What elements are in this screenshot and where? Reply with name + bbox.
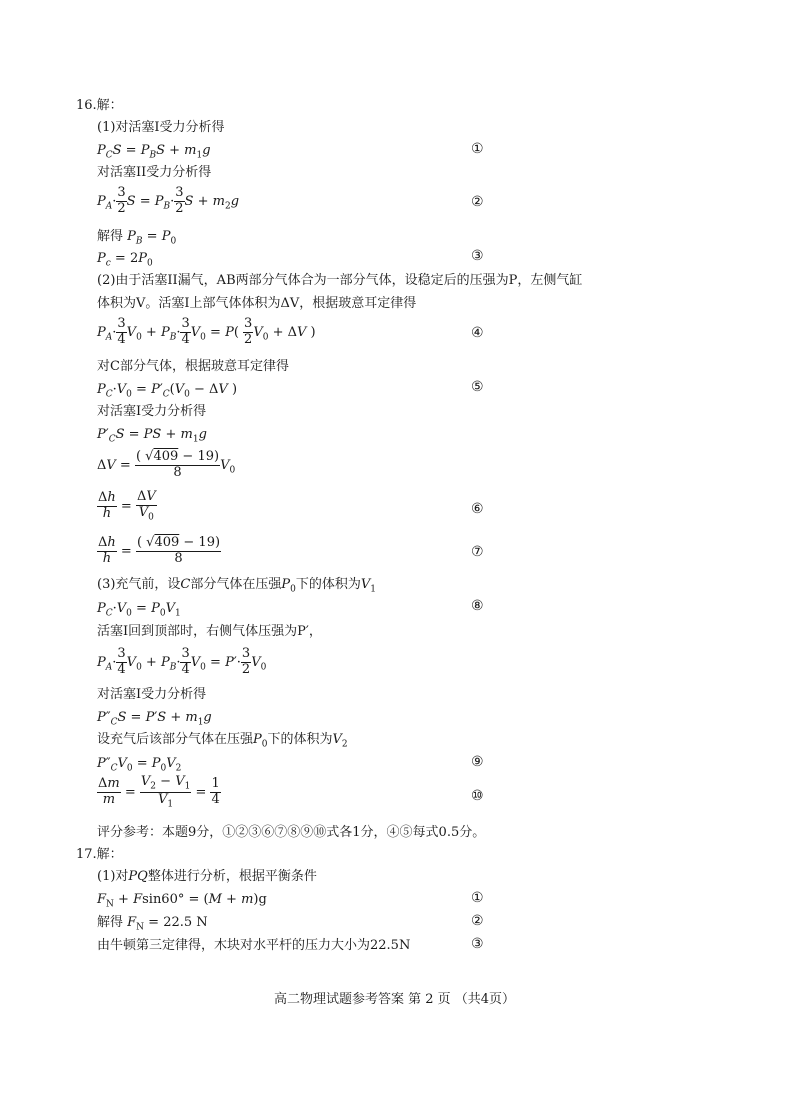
equation-marker-3: ③	[471, 248, 484, 264]
q16-eq7: $\frac{\Delta h}{h}$ = $\frac{( √409 - 19)}{8}$	[98, 535, 221, 566]
q16-eq6: $\frac{\Delta h}{h}$ = $\frac{\Delta V}{V_0}$	[98, 489, 156, 523]
page-footer: 高二物理试题参考答案 第 2 页 （共4页）	[273, 992, 516, 1007]
q16-score-note: 评分参考：本题9分，①②③⑥⑦⑧⑨⑩式各1分，④⑤每式0.5分。	[97, 825, 486, 840]
q17-part1-intro: (1)对PQ整体进行分析，根据平衡条件	[97, 869, 317, 884]
q16-eq1: $P_CS = P_BS + m_1g$	[97, 143, 211, 161]
q16-part2-gas-c: 对C部分气体，根据玻意耳定律得	[97, 359, 289, 374]
q16-header: 16.解：	[76, 98, 123, 113]
q16-eq-force3: $P''_CS = P'S + m_1g$	[97, 710, 212, 728]
q16-eq-part3: $P_A\cdot$ $\frac{3}{4}$ $V_0 + P_B\cdot$ $\frac{3}{4}$ $V_0 = P'\cdot$ $\frac{3}{2}$ $V_0$	[97, 646, 267, 677]
q17-eq3: 由牛顿第三定律得，木块对水平杆的压力大小为22.5N	[97, 938, 411, 953]
equation-marker-4: ④	[471, 325, 484, 341]
q16-part2-line1: (2)由于活塞II漏气，AB两部分气体合为一部分气体，设稳定后的压强为P，左侧气缸	[97, 273, 583, 288]
q16-eq5: $P_C\cdot V_0 = P'_C(V_0 - \Delta V$ )	[97, 382, 238, 400]
q16-part3-line3: 设充气后该部分气体在压强$P_0$下的体积为$V_2$	[97, 732, 348, 750]
equation-marker-10: ⑩	[471, 788, 484, 804]
q16-eq4: $P_A\cdot$ $\frac{3}{4}$ $V_0 + P_B\cdot$ $\frac{3}{4}$ $V_0 = P$( $\frac{3}{2}$ $V_0 + \Delta V$ )	[97, 316, 316, 347]
equation-marker-8: ⑧	[471, 598, 484, 614]
q17-equation-marker-1: ①	[471, 890, 484, 906]
q16-eq8: $P_C\cdot V_0 = P_0V_1$	[97, 601, 181, 619]
q16-eq-delta-v: ΔV = $\frac{( √409 - 19)}{8}$ $V_0$	[97, 449, 236, 480]
q16-part3-line1: (3)充气前，设C部分气体在压强$P_0$下的体积为$V_1$	[97, 577, 377, 595]
equation-marker-1: ①	[471, 141, 484, 157]
q16-eq2: $P_A\cdot$ $\frac{3}{2}$ $S = P_B\cdot$ $\frac{3}{2}$ $S + m_2g$	[97, 185, 240, 216]
equation-marker-6: ⑥	[471, 501, 484, 517]
equation-marker-2: ②	[471, 194, 484, 210]
q16-solve-line: 解得 $P_B = P_0$	[97, 229, 177, 247]
q17-eq1: $F_N + Fsin60^\circ = (M + m)g$	[97, 892, 267, 910]
equation-marker-5: ⑤	[471, 379, 484, 395]
q16-eq-force2: $P'_CS$ = PS + $m_1g$	[97, 427, 207, 445]
q16-eq10: $\frac{\Delta m}{m}$ = $\frac{V_2 - V_1}{V_1}$ = $\frac{1}{4}$	[98, 774, 220, 810]
q16-part2-force: 对活塞I受力分析得	[97, 404, 207, 419]
q16-part1-intro: (1)对活塞I受力分析得	[97, 120, 225, 135]
q17-header: 17.解：	[76, 847, 123, 862]
q17-eq2: 解得 $F_N = 22.5$ N	[97, 915, 208, 933]
q17-equation-marker-2: ②	[471, 913, 484, 929]
q16-part1-piston2: 对活塞II受力分析得	[97, 165, 212, 180]
q16-part3-line2: 活塞I回到顶部时，右侧气体压强为P′，	[97, 624, 322, 639]
q16-part3-force: 对活塞I受力分析得	[97, 687, 207, 702]
q17-equation-marker-3: ③	[471, 936, 484, 952]
equation-marker-7: ⑦	[471, 544, 484, 560]
q16-part2-line2: 体积为V。活塞I上部气体体积为ΔV，根据玻意耳定律得	[97, 296, 417, 311]
q16-eq3: $P_c = 2P_0$	[97, 251, 153, 269]
q16-eq9: $P''_CV_0 = P_0V_2$	[97, 756, 182, 774]
equation-marker-9: ⑨	[471, 754, 484, 770]
